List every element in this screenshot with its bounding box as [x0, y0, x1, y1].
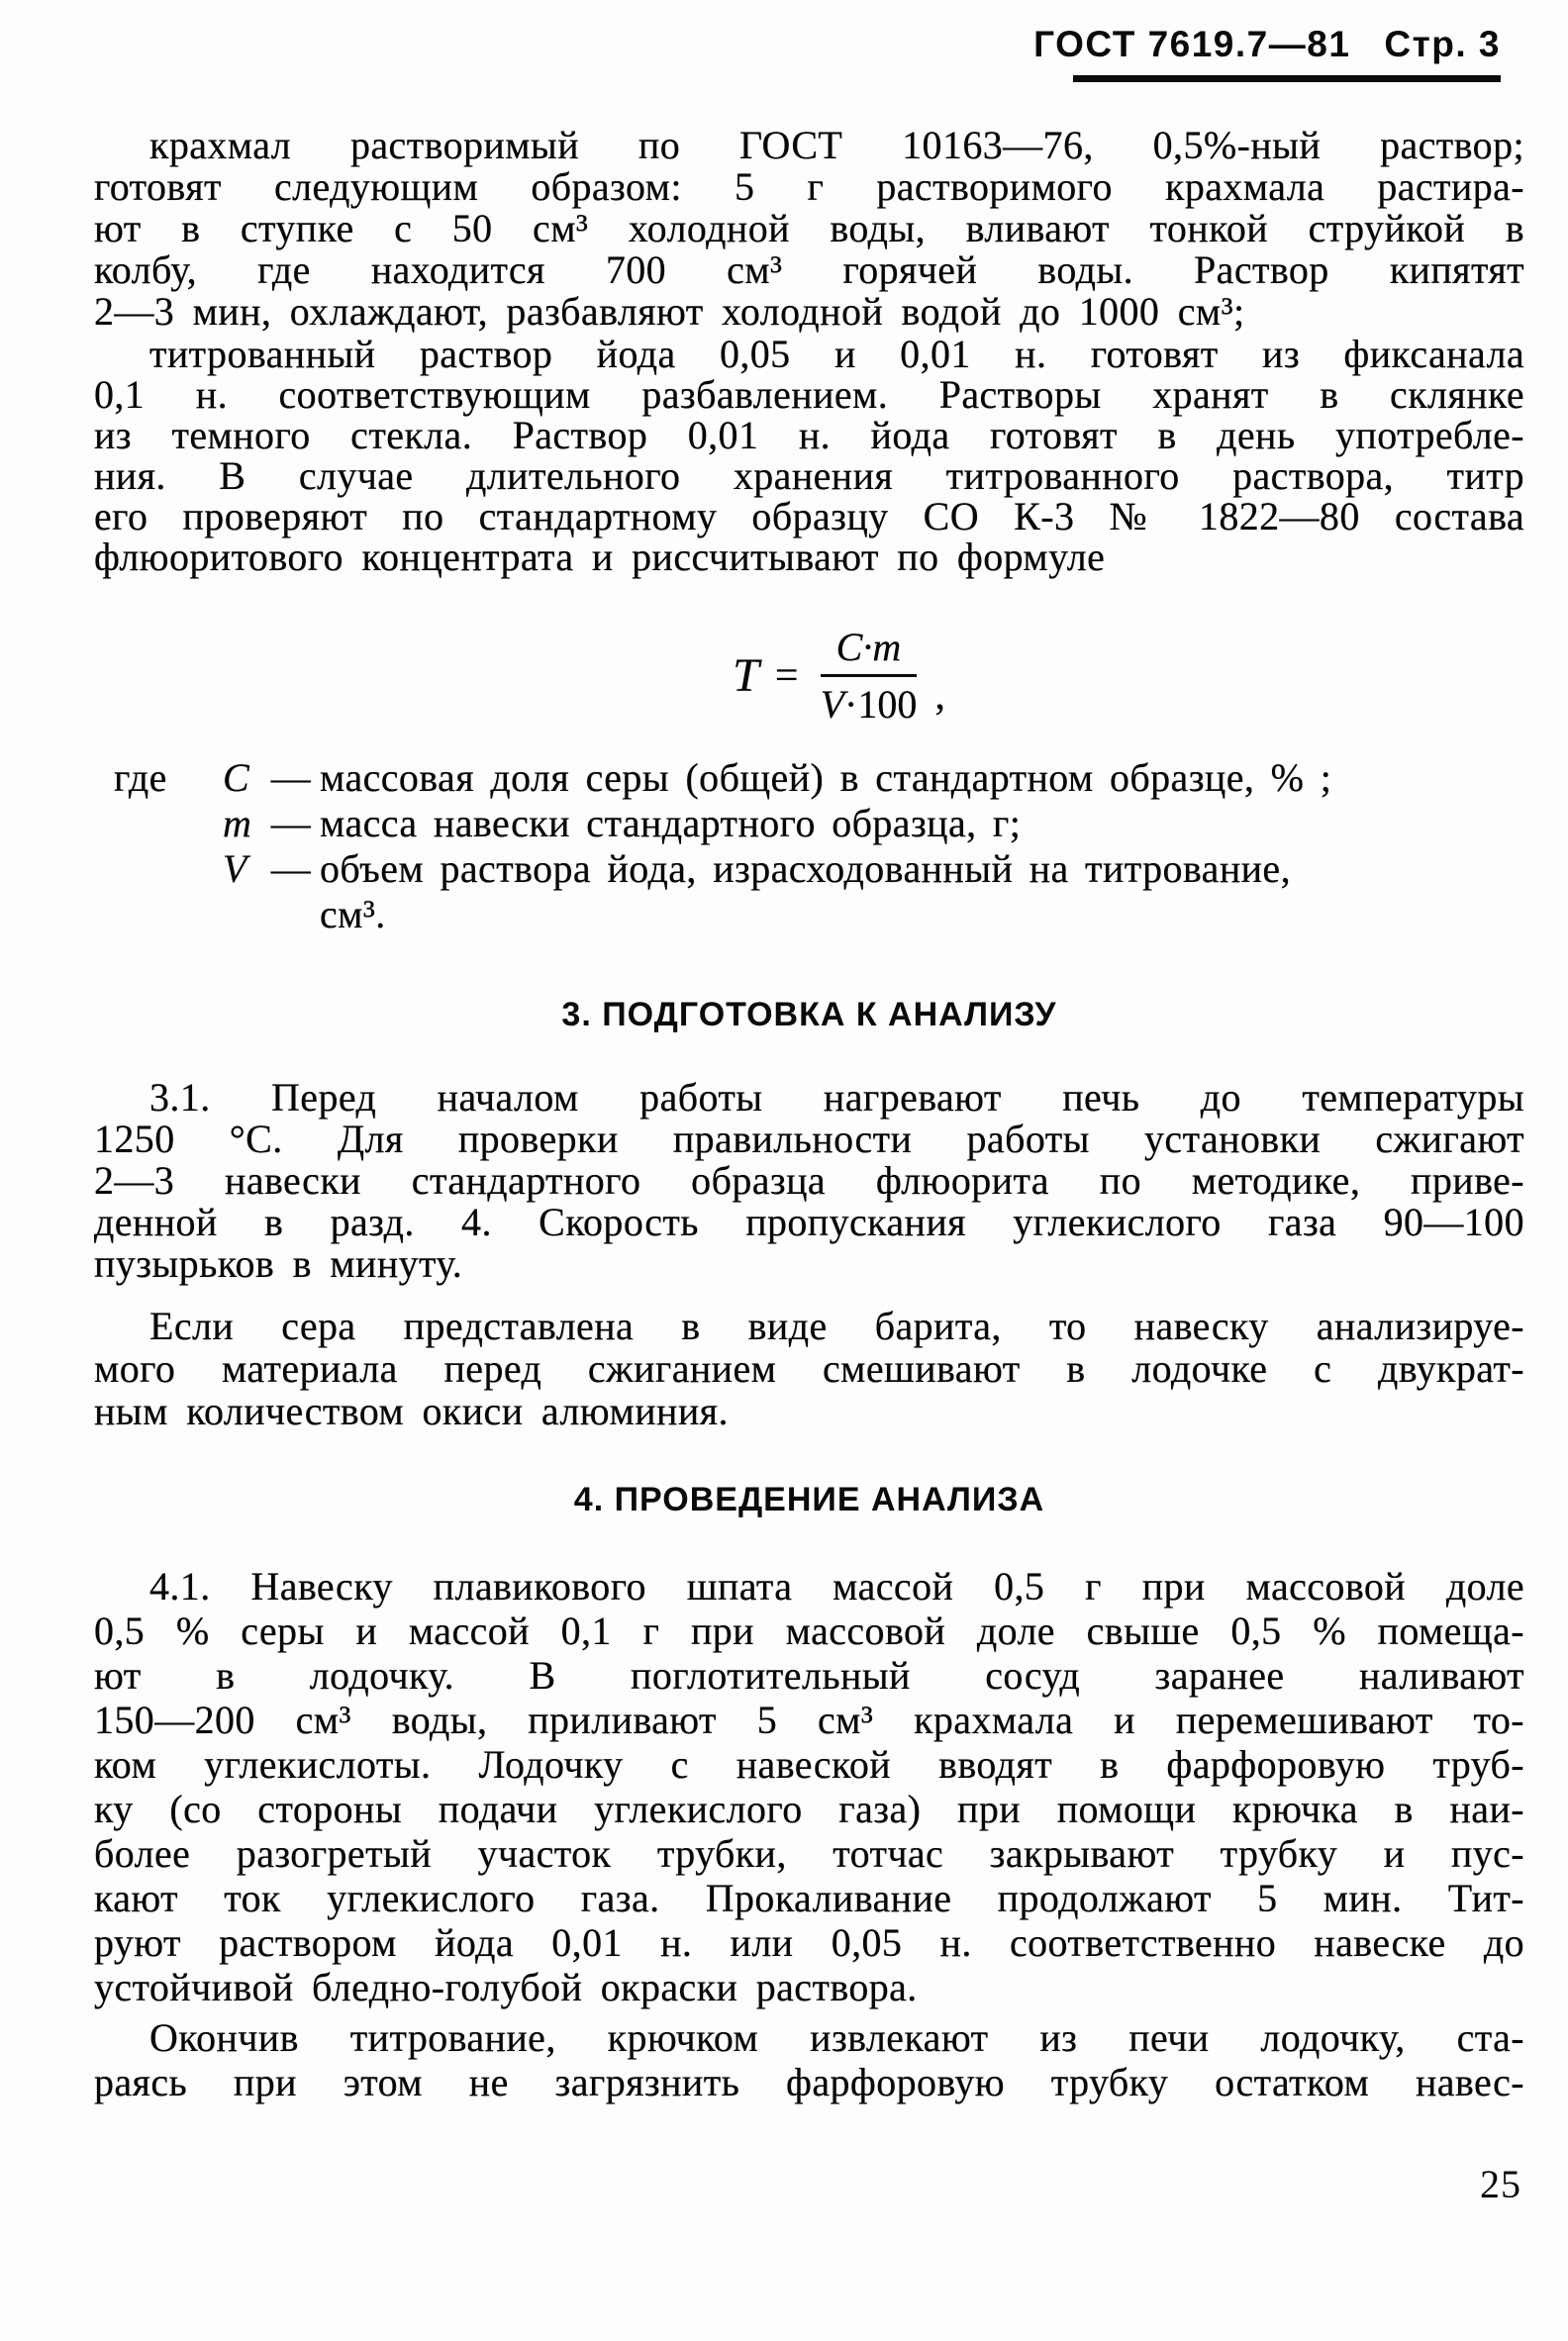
- definition-row: [94, 846, 1524, 892]
- definition-row: [94, 755, 1524, 801]
- text-line: 0,5 % серы и массой 0,1 г при массовой доле свыше 0,5 % помеща-: [94, 1609, 1524, 1653]
- page-number: 25: [1480, 2162, 1521, 2206]
- text-line: мого материала перед сжиганием смешивают в лодочке с двукрат-: [94, 1346, 1524, 1391]
- paragraph-starch: [94, 125, 1524, 333]
- definition-text: объем раствора йода, израсходованный на титрование,: [320, 846, 1291, 891]
- page-header: [1033, 24, 1501, 82]
- text-line: руют раствором йода 0,01 н. или 0,05 н. соответственно навеске до: [94, 1920, 1524, 1965]
- text-line: ния. В случае длительного хранения титрованного раствора, титр: [94, 453, 1524, 498]
- text-line: 4.1. Навеску плавикового шпата массой 0,5 г при массовой доле: [149, 1564, 1524, 1609]
- text-line: денной в разд. 4. Скорость пропускания углекислого газа 90—100: [94, 1200, 1524, 1244]
- spacer: [262, 892, 320, 937]
- text-line: колбу, где находится 700 см³ горячей воды. Раствор кипятят: [94, 247, 1524, 292]
- text-line: титрованный раствор йода 0,05 и 0,01 н. готовят из фиксанала: [149, 332, 1524, 376]
- formula: [733, 624, 945, 728]
- spacer: [94, 801, 211, 846]
- fraction-numerator: C·m: [821, 624, 918, 677]
- definition-continuation: см³.: [320, 892, 386, 936]
- definition-text: масса навески стандартного образца, г;: [320, 801, 1022, 845]
- definition-row: [94, 892, 1524, 937]
- text-line: крахмал растворимый по ГОСТ 10163—76, 0,5%-ный раствор;: [149, 123, 1524, 167]
- text-line: 150—200 см³ воды, приливают 5 см³ крахмала и перемешивают то-: [94, 1698, 1524, 1742]
- paragraph-barite: [94, 1305, 1524, 1432]
- text-line: устойчивой бледно-голубой окраски раствора.: [94, 1965, 918, 2009]
- equals-sign: =: [774, 652, 799, 699]
- definition-row: [94, 801, 1524, 846]
- header-rule: [1073, 75, 1501, 82]
- denominator-variable: V: [820, 682, 844, 727]
- text-line: ют в лодочку. В поглотительный сосуд заранее наливают: [94, 1653, 1524, 1698]
- paragraph-4-1: [94, 1564, 1524, 2009]
- fraction-denominator: [821, 677, 918, 728]
- formula-lhs: T: [733, 649, 759, 702]
- page-label: Стр. 3: [1384, 24, 1501, 64]
- spacer: [94, 892, 211, 937]
- section-3-heading: 3. ПОДГОТОВКА К АНАЛИЗУ: [561, 996, 1057, 1033]
- text-line: ку (со стороны подачи углекислого газа) при помощи крючка в наи-: [94, 1787, 1524, 1831]
- definition-dash: —: [270, 846, 312, 891]
- variable-c: C: [223, 755, 250, 800]
- text-line: кают ток углекислого газа. Прокаливание продолжают 5 мин. Тит-: [94, 1876, 1524, 1920]
- text-line: более разогретый участок трубки, тотчас закрывают трубку и пус-: [94, 1831, 1524, 1876]
- paragraph-3-1: [94, 1077, 1524, 1285]
- where-word: где: [114, 755, 167, 800]
- paragraph-final: [94, 2015, 1524, 2104]
- text-line: флюоритового концентрата и риссчитывают по формуле: [94, 535, 1106, 579]
- text-line: ком углекислоты. Лодочку с навеской вводят в фарфоровую труб-: [94, 1742, 1524, 1787]
- formula-block: [94, 624, 1524, 728]
- definition-dash: —: [270, 801, 312, 845]
- text-line: 1250 °С. Для проверки правильности работы установки сжигают: [94, 1117, 1524, 1161]
- text-line: Если сера представлена в виде барита, то навеску анализируе-: [149, 1304, 1524, 1348]
- text-line: 0,1 н. соответствующим разбавлением. Растворы хранят в склянке: [94, 372, 1524, 417]
- denominator-constant: ·100: [844, 682, 918, 727]
- variable-m: m: [223, 801, 252, 845]
- spacer: [94, 846, 211, 892]
- text-line: ют в ступке с 50 см³ холодной воды, вливают тонкой струйкой в: [94, 206, 1524, 250]
- definition-text: массовая доля серы (общей) в стандартном образце, % ;: [320, 755, 1332, 800]
- section-4-heading: 4. ПРОВЕДЕНИЕ АНАЛИЗА: [573, 1481, 1045, 1518]
- text-line: 3.1. Перед началом работы нагревают печь до температуры: [149, 1075, 1524, 1120]
- text-line: его проверяют по стандартному образцу СО К-3 № 1822—80 состава: [94, 494, 1524, 538]
- definition-dash: —: [270, 755, 312, 800]
- text-line: Окончив титрование, крючком извлекают из печи лодочку, ста-: [149, 2015, 1524, 2060]
- text-line: ным количеством окиси алюминия.: [94, 1389, 729, 1433]
- text-line: 2—3 мин, охлаждают, разбавляют холодной водой до 1000 см³;: [94, 289, 1245, 334]
- standard-number: ГОСТ 7619.7—81: [1033, 24, 1351, 64]
- text-line: раясь при этом не загрязнить фарфоровую трубку остатком навес-: [94, 2060, 1524, 2104]
- text-line: 2—3 навески стандартного образца флюорита по методике, приве-: [94, 1158, 1524, 1203]
- text-line: пузырьков в минуту.: [94, 1241, 463, 1286]
- where-definitions: [94, 755, 1524, 937]
- formula-comma: ,: [934, 673, 945, 719]
- fraction: [821, 624, 918, 728]
- text-line: из темного стекла. Раствор 0,01 н. йода готовят в день употребле-: [94, 413, 1524, 457]
- spacer: [211, 892, 262, 937]
- paragraph-iodine: [94, 334, 1524, 577]
- text-line: готовят следующим образом: 5 г растворимого крахмала растира-: [94, 164, 1524, 209]
- variable-v: V: [223, 846, 247, 891]
